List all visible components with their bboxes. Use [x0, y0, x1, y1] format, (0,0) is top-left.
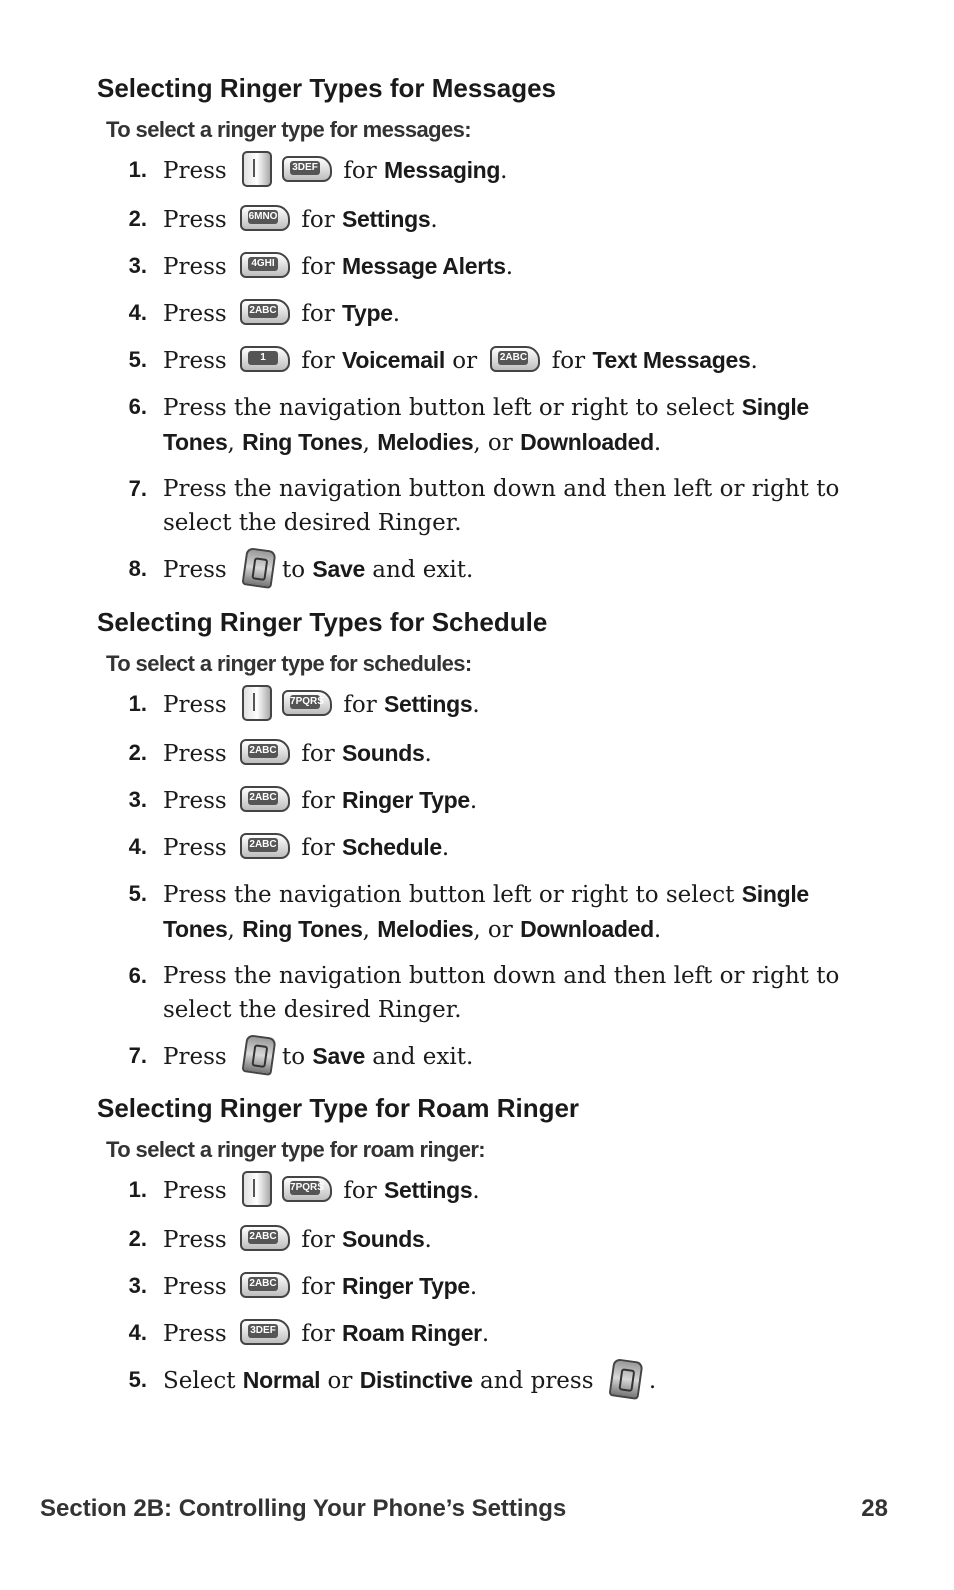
section-intro: To select a ringer type for roam ringer: [106, 1137, 486, 1162]
key-3-icon: 3DEF [240, 1319, 290, 1345]
key-2-icon: 2ABC [240, 833, 290, 859]
step: 1. Press 7PQRS for Settings. [97, 687, 863, 724]
step: 8. Press to Save and exit. [97, 552, 863, 590]
key-3-icon: 3DEF [282, 156, 332, 182]
menu-key-icon [242, 1171, 272, 1207]
step: 7. Press the navigation button down and then left or right to select the desired Ringer. [128, 476, 840, 536]
step: 3. Press 2ABC for Ringer Type. [128, 787, 478, 814]
step: 2. Press 6MNO for Settings. [128, 206, 438, 233]
step: 6. Press the navigation button left or right to select Single Tones, Ring Tones, Melodies, or Downloaded. [128, 394, 809, 456]
footer-section-title: Section 2B: Controlling Your Phone’s Settings [40, 1495, 567, 1522]
step: 4. Press 2ABC for Type. [128, 300, 401, 327]
key-2-icon: 2ABC [240, 739, 290, 765]
step: 4. Press 2ABC for Schedule. [128, 834, 450, 861]
step: 2. Press 2ABC for Sounds. [128, 1226, 432, 1253]
menu-key-icon [242, 151, 272, 187]
step: 1. Press 3DEF for Messaging. [97, 153, 863, 190]
section-schedule [97, 607, 863, 1077]
section-heading: Selecting Ringer Type for Roam Ringer [97, 1093, 580, 1123]
step-list [97, 687, 863, 1077]
key-4-icon: 4GHI [240, 252, 290, 278]
step: 5. Press the navigation button left or right to select Single Tones, Ring Tones, Melodies, or Downloaded. [128, 881, 809, 943]
key-7-icon: 7PQRS [282, 1176, 332, 1202]
step: 5. Press 1 for Voicemail or 2ABC for Text Messages. [128, 347, 758, 374]
step: 3. Press 4GHI for Message Alerts. [128, 253, 514, 280]
step-list [97, 153, 863, 590]
step: 3. Press 2ABC for Ringer Type. [128, 1273, 478, 1300]
section-heading: Selecting Ringer Types for Messages [97, 73, 556, 103]
key-2-icon: 2ABC [240, 1225, 290, 1251]
key-2-icon: 2ABC [240, 299, 290, 325]
page-number: 28 [861, 1495, 888, 1522]
step: 7. Press to Save and exit. [97, 1039, 863, 1077]
section-roam-ringer [97, 1093, 863, 1401]
section-messages [97, 73, 863, 590]
step-list [97, 1173, 863, 1401]
key-2-icon: 2ABC [490, 346, 540, 372]
end-key-icon [242, 1034, 277, 1076]
end-key-icon [608, 1358, 643, 1400]
key-1-icon: 1 [240, 346, 290, 372]
key-6-icon: 6MNO [240, 205, 290, 231]
key-2-icon: 2ABC [240, 786, 290, 812]
step: 5. Select Normal or Distinctive and press . [97, 1363, 863, 1401]
step: 2. Press 2ABC for Sounds. [128, 740, 432, 767]
section-heading: Selecting Ringer Types for Schedule [97, 607, 548, 637]
end-key-icon [242, 547, 277, 589]
key-2-icon: 2ABC [240, 1272, 290, 1298]
key-7-icon: 7PQRS [282, 690, 332, 716]
section-intro: To select a ringer type for schedules: [106, 651, 472, 676]
menu-key-icon [242, 685, 272, 721]
step: 1. Press 7PQRS for Settings. [97, 1173, 863, 1210]
section-intro: To select a ringer type for messages: [106, 117, 471, 142]
step: 6. Press the navigation button down and then left or right to select the desired Ringer. [128, 963, 840, 1023]
step: 4. Press 3DEF for Roam Ringer. [128, 1320, 490, 1347]
